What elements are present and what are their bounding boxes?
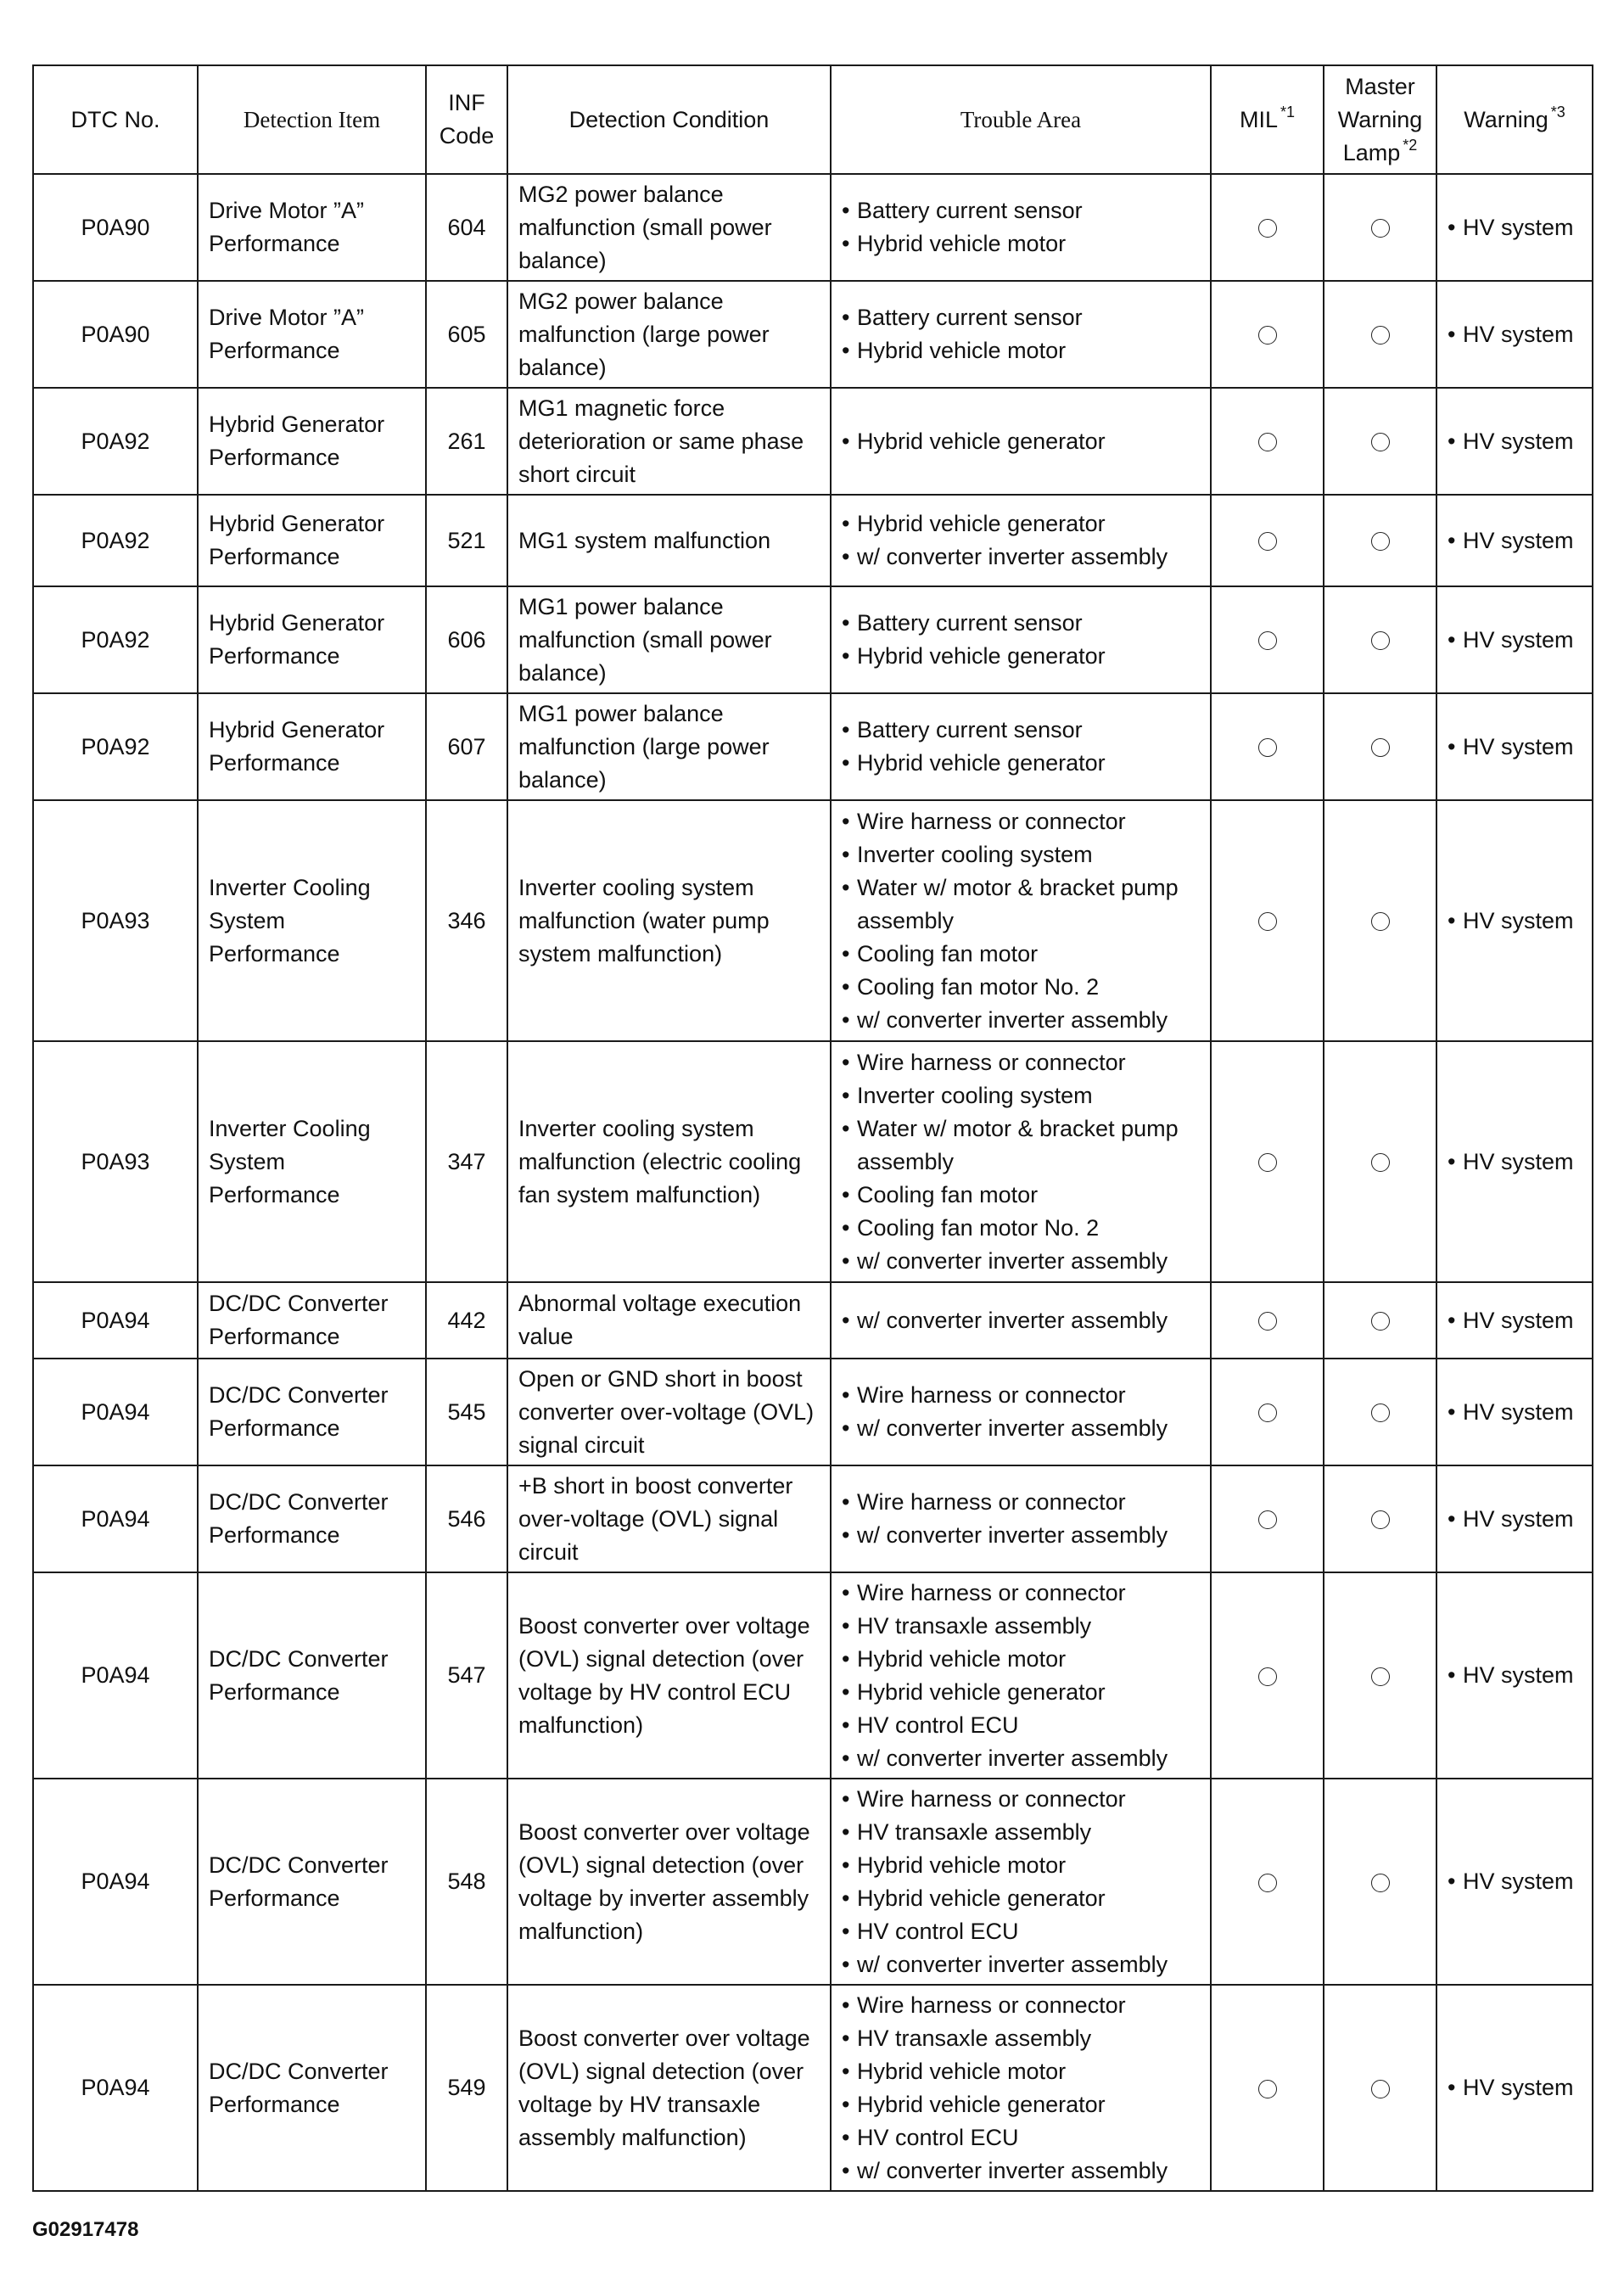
header-inf-code: INF Code [426, 65, 507, 174]
mil-cell [1211, 1282, 1324, 1359]
master-warning-lamp-cell [1324, 281, 1436, 388]
trouble-area-item: • Cooling fan motor No. 2 [842, 1212, 1200, 1245]
mil-cell [1211, 1779, 1324, 1985]
warning-cell [1436, 1465, 1593, 1572]
circle-icon [1371, 219, 1390, 238]
trouble-area-item: • HV transaxle assembly [842, 1610, 1200, 1643]
detection-condition-cell: Inverter cooling system malfunction (water pump system malfunction) [507, 800, 831, 1041]
warning-item: • HV system [1448, 1146, 1582, 1179]
detection-item-cell: Drive Motor ”A” Performance [198, 281, 426, 388]
trouble-area-cell [831, 388, 1211, 495]
warning-item: • HV system [1448, 1659, 1582, 1692]
dtc-no-cell: P0A92 [33, 693, 198, 800]
inf-code-cell: 548 [426, 1779, 507, 1985]
mil-cell [1211, 1465, 1324, 1572]
trouble-area-cell [831, 1985, 1211, 2191]
trouble-area-cell [831, 174, 1211, 281]
detection-condition-cell: Open or GND short in boost converter over-voltage (OVL) signal circuit [507, 1359, 831, 1465]
warning-cell [1436, 388, 1593, 495]
trouble-area-item: • Hybrid vehicle generator [842, 425, 1200, 458]
detection-condition-cell: Boost converter over voltage (OVL) signal detection (over voltage by HV control ECU malfunction) [507, 1572, 831, 1779]
trouble-area-item: • HV control ECU [842, 1915, 1200, 1948]
table-row [33, 1282, 1593, 1359]
inf-code-cell: 545 [426, 1359, 507, 1465]
trouble-area-item: • Water w/ motor & bracket pump assembly [842, 1112, 1200, 1179]
trouble-area-item: • w/ converter inverter assembly [842, 1304, 1200, 1337]
trouble-area-item: • Wire harness or connector [842, 1379, 1200, 1412]
circle-icon [1371, 631, 1390, 650]
warning-cell [1436, 586, 1593, 693]
mil-cell [1211, 800, 1324, 1041]
table-row [33, 1985, 1593, 2191]
mil-cell [1211, 693, 1324, 800]
detection-condition-cell: Inverter cooling system malfunction (electric cooling fan system malfunction) [507, 1041, 831, 1282]
inf-code-cell: 605 [426, 281, 507, 388]
warning-item: • HV system [1448, 425, 1582, 458]
trouble-area-item: • Hybrid vehicle motor [842, 334, 1200, 367]
detection-item-cell: DC/DC Converter Performance [198, 1359, 426, 1465]
detection-item-cell: Hybrid Generator Performance [198, 693, 426, 800]
table-row [33, 1779, 1593, 1985]
detection-condition-cell: MG2 power balance malfunction (large power balance) [507, 281, 831, 388]
table-row [33, 1359, 1593, 1465]
detection-condition-cell: Abnormal voltage execution value [507, 1282, 831, 1359]
detection-item-cell: Hybrid Generator Performance [198, 586, 426, 693]
mil-cell [1211, 1985, 1324, 2191]
circle-icon [1258, 1510, 1277, 1529]
detection-item-cell: DC/DC Converter Performance [198, 1985, 426, 2191]
dtc-no-cell: P0A94 [33, 1572, 198, 1779]
trouble-area-item: • w/ converter inverter assembly [842, 1412, 1200, 1445]
trouble-area-cell [831, 693, 1211, 800]
master-warning-lamp-cell [1324, 1359, 1436, 1465]
detection-item-cell: Inverter Cooling System Performance [198, 1041, 426, 1282]
warning-cell [1436, 1985, 1593, 2191]
trouble-area-cell [831, 1359, 1211, 1465]
table-row [33, 586, 1593, 693]
trouble-area-item: • Hybrid vehicle generator [842, 507, 1200, 541]
trouble-area-cell [831, 1779, 1211, 1985]
dtc-table-body [33, 174, 1593, 2191]
trouble-area-item: • Wire harness or connector [842, 1486, 1200, 1519]
trouble-area-item: • Hybrid vehicle generator [842, 747, 1200, 780]
header-mil: MIL $^{*1}$ [1211, 65, 1324, 174]
header-detection-item: Detection Item [198, 65, 426, 174]
dtc-no-cell: P0A93 [33, 800, 198, 1041]
detection-item-cell: Hybrid Generator Performance [198, 495, 426, 586]
trouble-area-item: • Hybrid vehicle motor [842, 1849, 1200, 1882]
master-warning-lamp-cell [1324, 800, 1436, 1041]
trouble-area-item: • Battery current sensor [842, 194, 1200, 227]
mil-cell [1211, 388, 1324, 495]
trouble-area-item: • Battery current sensor [842, 714, 1200, 747]
trouble-area-cell [831, 1041, 1211, 1282]
master-warning-lamp-cell [1324, 1282, 1436, 1359]
warning-item: • HV system [1448, 624, 1582, 657]
trouble-area-item: • Wire harness or connector [842, 805, 1200, 838]
circle-icon [1371, 738, 1390, 757]
circle-icon [1258, 219, 1277, 238]
dtc-no-cell: P0A94 [33, 1985, 198, 2191]
master-warning-lamp-cell [1324, 693, 1436, 800]
detection-item-cell: DC/DC Converter Performance [198, 1572, 426, 1779]
inf-code-cell: 261 [426, 388, 507, 495]
trouble-area-item: • w/ converter inverter assembly [842, 1004, 1200, 1037]
dtc-no-cell: P0A94 [33, 1779, 198, 1985]
warning-item: • HV system [1448, 1304, 1582, 1337]
trouble-area-item: • Battery current sensor [842, 607, 1200, 640]
circle-icon [1371, 1874, 1390, 1892]
trouble-area-item: • w/ converter inverter assembly [842, 541, 1200, 574]
trouble-area-item: • Wire harness or connector [842, 1577, 1200, 1610]
circle-icon [1371, 1510, 1390, 1529]
detection-item-cell: Hybrid Generator Performance [198, 388, 426, 495]
warning-item: • HV system [1448, 211, 1582, 244]
trouble-area-item: • Cooling fan motor [842, 1179, 1200, 1212]
warning-item: • HV system [1448, 524, 1582, 557]
warning-cell [1436, 1779, 1593, 1985]
detection-item-cell: Inverter Cooling System Performance [198, 800, 426, 1041]
circle-icon [1371, 1667, 1390, 1686]
detection-condition-cell: +B short in boost converter over-voltage (OVL) signal circuit [507, 1465, 831, 1572]
circle-icon [1371, 1312, 1390, 1331]
trouble-area-item: • Hybrid vehicle motor [842, 1643, 1200, 1676]
circle-icon [1371, 1153, 1390, 1172]
figure-id: G02917478 [32, 2218, 139, 2241]
trouble-area-item: • HV control ECU [842, 2121, 1200, 2154]
header-dtc-no: DTC No. [33, 65, 198, 174]
table-row [33, 495, 1593, 586]
trouble-area-item: • HV transaxle assembly [842, 1816, 1200, 1849]
circle-icon [1258, 326, 1277, 345]
master-warning-lamp-cell [1324, 1041, 1436, 1282]
circle-icon [1258, 1312, 1277, 1331]
trouble-area-item: • HV transaxle assembly [842, 2022, 1200, 2055]
circle-icon [1258, 2080, 1277, 2098]
trouble-area-cell [831, 800, 1211, 1041]
inf-code-cell: 521 [426, 495, 507, 586]
trouble-area-item: • Hybrid vehicle generator [842, 1676, 1200, 1709]
trouble-area-cell [831, 495, 1211, 586]
dtc-no-cell: P0A90 [33, 174, 198, 281]
trouble-area-item: • Cooling fan motor [842, 938, 1200, 971]
trouble-area-cell [831, 586, 1211, 693]
master-warning-lamp-cell [1324, 586, 1436, 693]
header-detection-condition: Detection Condition [507, 65, 831, 174]
inf-code-cell: 346 [426, 800, 507, 1041]
detection-item-cell: DC/DC Converter Performance [198, 1282, 426, 1359]
warning-cell [1436, 1572, 1593, 1779]
master-warning-lamp-cell [1324, 388, 1436, 495]
trouble-area-cell [831, 1465, 1211, 1572]
circle-icon [1258, 1667, 1277, 1686]
trouble-area-item: • Inverter cooling system [842, 838, 1200, 871]
trouble-area-cell [831, 281, 1211, 388]
detection-condition-cell: Boost converter over voltage (OVL) signal detection (over voltage by inverter assembly malfunction) [507, 1779, 831, 1985]
detection-condition-cell: MG1 power balance malfunction (large power balance) [507, 693, 831, 800]
table-row [33, 1041, 1593, 1282]
mil-cell [1211, 586, 1324, 693]
inf-code-cell: 549 [426, 1985, 507, 2191]
table-row [33, 1572, 1593, 1779]
trouble-area-item: • Battery current sensor [842, 301, 1200, 334]
dtc-no-cell: P0A92 [33, 388, 198, 495]
circle-icon [1258, 532, 1277, 551]
circle-icon [1371, 433, 1390, 451]
mil-cell [1211, 495, 1324, 586]
header-master-warning-lamp: Master Warning Lamp $^{*2}$ [1324, 65, 1436, 174]
trouble-area-item: • w/ converter inverter assembly [842, 1948, 1200, 1981]
circle-icon [1258, 738, 1277, 757]
detection-item-cell: Drive Motor ”A” Performance [198, 174, 426, 281]
header-row [33, 65, 1593, 174]
master-warning-lamp-cell [1324, 1465, 1436, 1572]
warning-cell [1436, 281, 1593, 388]
trouble-area-item: • Water w/ motor & bracket pump assembly [842, 871, 1200, 938]
warning-cell [1436, 174, 1593, 281]
trouble-area-item: • Hybrid vehicle generator [842, 2088, 1200, 2121]
inf-code-cell: 607 [426, 693, 507, 800]
detection-item-cell: DC/DC Converter Performance [198, 1465, 426, 1572]
trouble-area-cell [831, 1282, 1211, 1359]
trouble-area-item: • w/ converter inverter assembly [842, 1519, 1200, 1552]
warning-item: • HV system [1448, 1865, 1582, 1898]
trouble-area-item: • w/ converter inverter assembly [842, 2154, 1200, 2188]
dtc-no-cell: P0A93 [33, 1041, 198, 1282]
inf-code-cell: 547 [426, 1572, 507, 1779]
circle-icon [1258, 1153, 1277, 1172]
trouble-area-item: • Wire harness or connector [842, 1989, 1200, 2022]
trouble-area-item: • Hybrid vehicle generator [842, 1882, 1200, 1915]
mil-cell [1211, 1359, 1324, 1465]
trouble-area-item: • Hybrid vehicle motor [842, 227, 1200, 261]
trouble-area-cell [831, 1572, 1211, 1779]
table-row [33, 388, 1593, 495]
dtc-no-cell: P0A94 [33, 1282, 198, 1359]
circle-icon [1371, 2080, 1390, 2098]
dtc-no-cell: P0A90 [33, 281, 198, 388]
inf-code-cell: 442 [426, 1282, 507, 1359]
inf-code-cell: 604 [426, 174, 507, 281]
master-warning-lamp-cell [1324, 495, 1436, 586]
warning-cell [1436, 1041, 1593, 1282]
mil-cell [1211, 1572, 1324, 1779]
dtc-no-cell: P0A92 [33, 586, 198, 693]
warning-cell [1436, 800, 1593, 1041]
inf-code-cell: 606 [426, 586, 507, 693]
circle-icon [1371, 912, 1390, 931]
circle-icon [1258, 631, 1277, 650]
detection-condition-cell: MG1 magnetic force deterioration or same phase short circuit [507, 388, 831, 495]
dtc-no-cell: P0A94 [33, 1465, 198, 1572]
circle-icon [1258, 1404, 1277, 1422]
warning-cell [1436, 495, 1593, 586]
circle-icon [1258, 912, 1277, 931]
warning-item: • HV system [1448, 905, 1582, 938]
detection-condition-cell: MG1 power balance malfunction (small power balance) [507, 586, 831, 693]
trouble-area-item: • Hybrid vehicle motor [842, 2055, 1200, 2088]
warning-item: • HV system [1448, 318, 1582, 351]
inf-code-cell: 347 [426, 1041, 507, 1282]
trouble-area-item: • Inverter cooling system [842, 1079, 1200, 1112]
circle-icon [1258, 433, 1277, 451]
mil-cell [1211, 1041, 1324, 1282]
master-warning-lamp-cell [1324, 1572, 1436, 1779]
trouble-area-item: • w/ converter inverter assembly [842, 1742, 1200, 1775]
dtc-table [32, 64, 1593, 2192]
circle-icon [1371, 326, 1390, 345]
warning-cell [1436, 1359, 1593, 1465]
warning-cell [1436, 693, 1593, 800]
dtc-no-cell: P0A92 [33, 495, 198, 586]
header-trouble-area: Trouble Area [831, 65, 1211, 174]
circle-icon [1258, 1874, 1277, 1892]
trouble-area-item: • HV control ECU [842, 1709, 1200, 1742]
table-row [33, 800, 1593, 1041]
trouble-area-item: • Cooling fan motor No. 2 [842, 971, 1200, 1004]
detection-item-cell: DC/DC Converter Performance [198, 1779, 426, 1985]
detection-condition-cell: Boost converter over voltage (OVL) signal detection (over voltage by HV transaxle assembly malfunction) [507, 1985, 831, 2191]
table-row [33, 1465, 1593, 1572]
master-warning-lamp-cell [1324, 174, 1436, 281]
warning-item: • HV system [1448, 1396, 1582, 1429]
table-row [33, 693, 1593, 800]
warning-item: • HV system [1448, 2071, 1582, 2104]
master-warning-lamp-cell [1324, 1779, 1436, 1985]
inf-code-cell: 546 [426, 1465, 507, 1572]
warning-cell [1436, 1282, 1593, 1359]
detection-condition-cell: MG1 system malfunction [507, 495, 831, 586]
warning-item: • HV system [1448, 1503, 1582, 1536]
circle-icon [1371, 532, 1390, 551]
trouble-area-item: • w/ converter inverter assembly [842, 1245, 1200, 1278]
mil-cell [1211, 174, 1324, 281]
trouble-area-item: • Wire harness or connector [842, 1046, 1200, 1079]
trouble-area-item: • Hybrid vehicle generator [842, 640, 1200, 673]
warning-item: • HV system [1448, 731, 1582, 764]
circle-icon [1371, 1404, 1390, 1422]
table-row [33, 281, 1593, 388]
detection-condition-cell: MG2 power balance malfunction (small power balance) [507, 174, 831, 281]
dtc-no-cell: P0A94 [33, 1359, 198, 1465]
header-warning: Warning $^{*3}$ [1436, 65, 1593, 174]
trouble-area-item: • Wire harness or connector [842, 1783, 1200, 1816]
mil-cell [1211, 281, 1324, 388]
table-row [33, 174, 1593, 281]
master-warning-lamp-cell [1324, 1985, 1436, 2191]
